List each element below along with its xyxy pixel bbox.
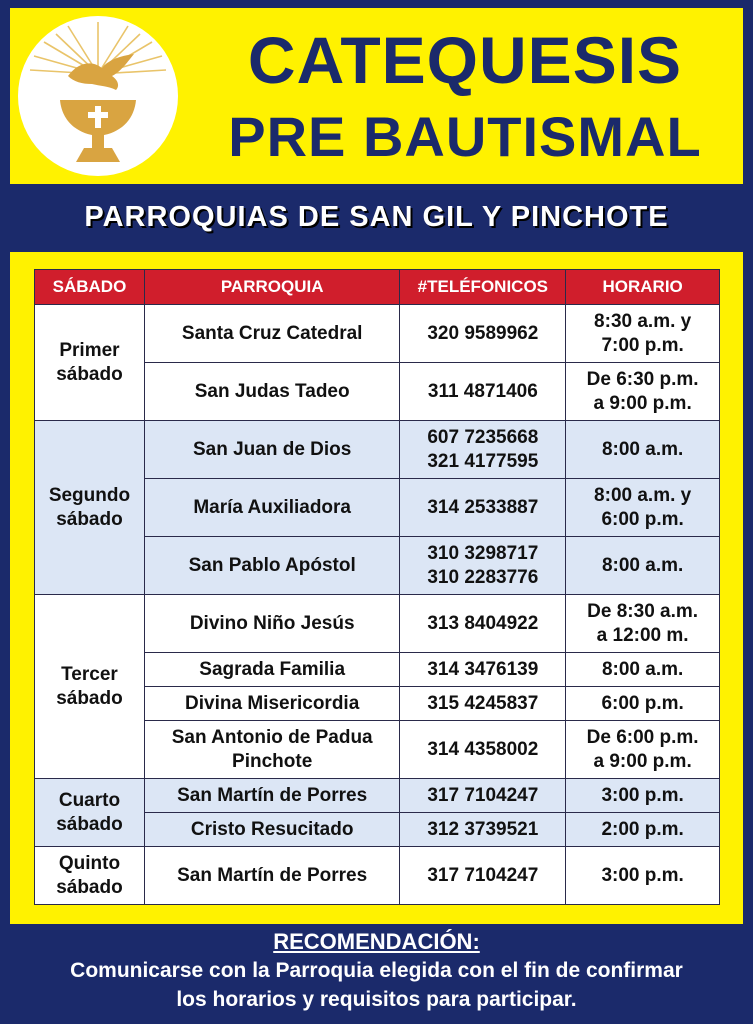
parroquia-cell [144, 595, 399, 653]
horario-cell [566, 595, 720, 653]
horario-cell [566, 847, 720, 905]
cell-line: sábado [56, 813, 123, 835]
cell-line: San Juan de Dios [192, 438, 352, 460]
table-row [35, 779, 720, 813]
table-row [35, 595, 720, 653]
header-telefonos: #TELÉFONICOS [400, 270, 566, 305]
telefono-cell [400, 779, 566, 813]
telefono-cell [400, 479, 566, 537]
parroquia-cell [144, 305, 399, 363]
cell-line: Quinto [58, 852, 121, 874]
cell-line: Segundo [48, 484, 131, 506]
cell-line: sábado [56, 363, 123, 385]
recommendation-title: RECOMENDACIÓN: [273, 929, 480, 954]
cell-line: 311 4871406 [427, 380, 538, 402]
table-header-row [35, 270, 720, 305]
cell-line: sábado [56, 508, 123, 530]
cell-line: De 6:00 p.m. [586, 726, 699, 748]
telefono-cell [400, 421, 566, 479]
cell-line: a 12:00 m. [596, 624, 689, 646]
cell-line: 315 4245837 [427, 692, 539, 714]
dove-chalice-cross-icon [16, 14, 180, 178]
parroquia-cell [144, 779, 399, 813]
cell-line: 8:00 a.m. [601, 554, 684, 576]
cell-line: 8:00 a.m. [601, 438, 684, 460]
day-cell [35, 421, 145, 595]
cell-line: 314 4358002 [427, 738, 539, 760]
telefono-cell [400, 537, 566, 595]
cell-line: 8:00 a.m. y [594, 484, 692, 506]
cell-line: 314 3476139 [427, 658, 539, 680]
day-cell [35, 847, 145, 905]
schedule-panel [10, 252, 743, 924]
parroquia-cell [144, 721, 399, 779]
cell-line: 314 2533887 [427, 496, 539, 518]
cell-line: a 9:00 p.m. [593, 392, 692, 414]
cell-line: De 6:30 p.m. [586, 368, 699, 390]
cell-line: 317 7104247 [427, 784, 539, 806]
day-cell [35, 779, 145, 847]
cell-line: De 8:30 a.m. [587, 600, 699, 622]
cell-line: 7:00 p.m. [601, 334, 684, 356]
recommendation-text [10, 956, 743, 1014]
parroquia-cell [144, 847, 399, 905]
header-horario: HORARIO [566, 270, 720, 305]
cell-line: 320 9589962 [427, 322, 539, 344]
cell-line: 321 4177595 [427, 450, 539, 472]
telefono-cell [400, 595, 566, 653]
title-line-1: CATEQUESIS [247, 23, 683, 97]
header-parroquia: PARROQUIA [144, 270, 399, 305]
cell-line: San Antonio de Padua [171, 726, 373, 748]
cell-line: 6:00 p.m. [601, 692, 684, 714]
parroquia-cell [144, 479, 399, 537]
table-body [35, 305, 720, 905]
cell-line: 312 3739521 [427, 818, 539, 840]
telefono-cell [400, 687, 566, 721]
table-row [35, 305, 720, 363]
cell-line: 313 8404922 [427, 612, 539, 634]
telefono-cell [400, 847, 566, 905]
cell-line: Tercer [61, 663, 118, 685]
parroquia-cell [144, 363, 399, 421]
cell-line: 8:30 a.m. y [594, 310, 692, 332]
parroquia-cell [144, 537, 399, 595]
cell-line: 317 7104247 [427, 864, 539, 886]
horario-cell [566, 813, 720, 847]
parroquia-cell [144, 687, 399, 721]
horario-cell [566, 537, 720, 595]
cell-line: San Judas Tadeo [194, 380, 350, 402]
cell-line: Cristo Resucitado [190, 818, 354, 840]
telefono-cell [400, 813, 566, 847]
cell-line: 3:00 p.m. [601, 784, 684, 806]
horario-cell [566, 721, 720, 779]
horario-cell [566, 363, 720, 421]
table-row [35, 847, 720, 905]
recommendation-line-2: los horarios y requisitos para participar. [176, 988, 577, 1011]
cell-line: 607 7235668 [427, 426, 539, 448]
horario-cell [566, 305, 720, 363]
cell-line: sábado [56, 876, 123, 898]
cell-line: 8:00 a.m. [601, 658, 684, 680]
cell-line: a 9:00 p.m. [593, 750, 692, 772]
cell-line: María Auxiliadora [193, 496, 351, 518]
horario-cell [566, 653, 720, 687]
cell-line: Pinchote [232, 750, 313, 772]
horario-cell [566, 687, 720, 721]
day-cell [35, 305, 145, 421]
table-row [35, 421, 720, 479]
cell-line: San Pablo Apóstol [188, 554, 356, 576]
cell-line: Santa Cruz Catedral [181, 322, 363, 344]
telefono-cell [400, 305, 566, 363]
cell-line: San Martín de Porres [177, 784, 368, 806]
horario-cell [566, 779, 720, 813]
parroquia-cell [144, 813, 399, 847]
cell-line: 310 3298717 [427, 542, 539, 564]
cell-line: Divino Niño Jesús [189, 612, 355, 634]
recommendation-line-1: Comunicarse con la Parroquia elegida con el fin de confirmar [70, 959, 683, 982]
cell-line: 310 2283776 [427, 566, 539, 588]
cell-line: Divina Misericordia [185, 692, 360, 714]
header-sabado: SÁBADO [35, 270, 145, 305]
cell-line: Cuarto [58, 789, 121, 811]
cell-line: Primer [59, 339, 120, 361]
telefono-cell [400, 653, 566, 687]
cell-line: sábado [56, 687, 123, 709]
subtitle: PARROQUIAS DE SAN GIL Y PINCHOTE [84, 201, 669, 233]
telefono-cell [400, 363, 566, 421]
horario-cell [566, 479, 720, 537]
header-banner [10, 8, 743, 184]
telefono-cell [400, 721, 566, 779]
day-cell [35, 595, 145, 779]
cell-line: 2:00 p.m. [601, 818, 684, 840]
cell-line: San Martín de Porres [177, 864, 368, 886]
title-line-2: PRE BAUTISMAL [228, 105, 702, 168]
cell-line: 6:00 p.m. [601, 508, 684, 530]
cell-line: 3:00 p.m. [601, 864, 684, 886]
cell-line: Sagrada Familia [199, 658, 346, 680]
horario-cell [566, 421, 720, 479]
parroquia-cell [144, 653, 399, 687]
schedule-table [34, 269, 720, 905]
parroquia-cell [144, 421, 399, 479]
